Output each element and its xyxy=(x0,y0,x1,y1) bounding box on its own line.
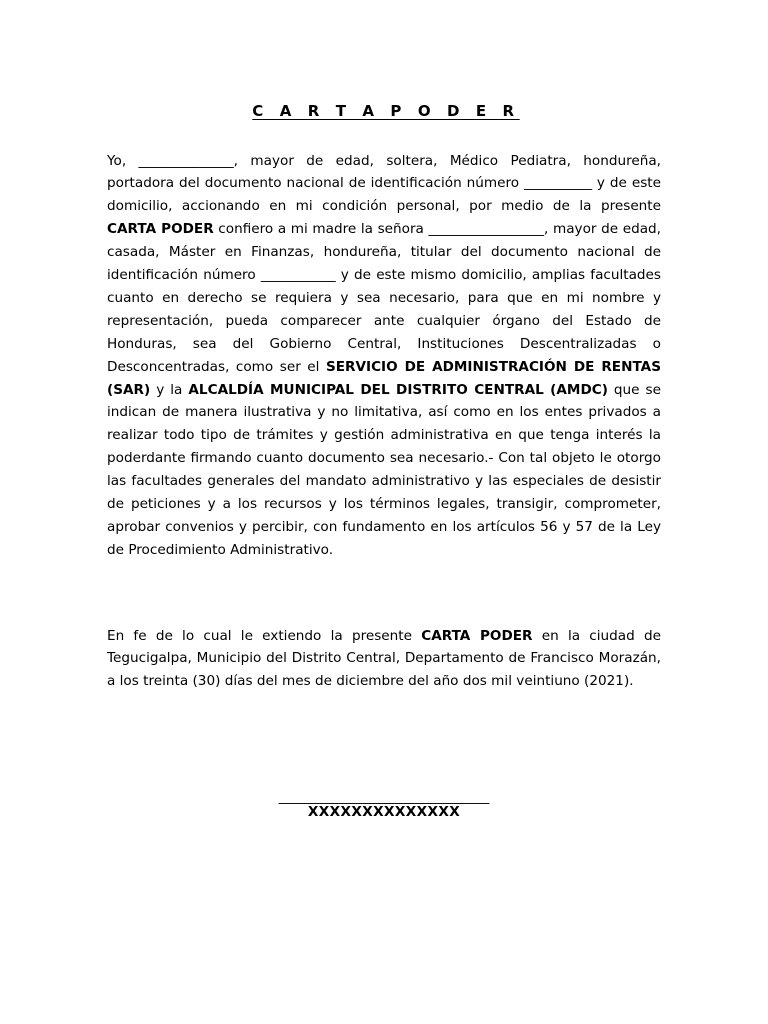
paragraph-1-text-4: que se indican de manera ilustrativa y no limitativa, así como en los entes privados a realizar todo tipo de trámites y gestión administrativa en que tenga interés la poderdante firmando cuanto documento sea necesario.- Con tal objeto le otorgo las facultades generales del mandato administrativo y las especiales de desistir de peticiones y a los recursos y los términos legales, transigir, comprometer, aprobar convenios y percibir, con fundamento en los artículos 56 y 57 de la Ley de Procedimiento Administrativo. xyxy=(107,381,661,558)
body-paragraph-1 xyxy=(107,150,661,562)
paragraph-1-text-2: confiero a mi madre la señora _________________, mayor de edad, casada, Máster en Finanzas, hondureña, titular del documento nacional de identificación número ___________ y de este mismo domicilio, amplias facultades cuanto en derecho se requiera y sea necesario, para que en mi nombre y representación, pueda comparecer ante cualquier órgano del Estado de Honduras, sea del Gobierno Central, Instituciones Descentralizadas o Desconcentradas, como ser el xyxy=(107,221,661,375)
document-title: C A R T A P O D E R xyxy=(252,102,520,120)
paragraph-2-bold-carta-poder: CARTA PODER xyxy=(421,627,533,644)
paragraph-1-bold-carta-poder: CARTA PODER xyxy=(107,221,214,238)
paragraph-2-text-2: en la ciudad de Tegucigalpa, Municipio del Distrito Central, Departamento de Francisco Morazán, a los treinta (30) días del mes de diciembre del año dos mil veintiuno (2021). xyxy=(107,627,661,690)
body-paragraph-2 xyxy=(107,625,661,694)
paragraph-1-text-1: Yo, ______________, mayor de edad, soltera, Médico Pediatra, hondureña, portadora del documento nacional de identificación número __________ y de este domicilio, accionando en mi condición personal, por medio de la presente xyxy=(107,152,661,215)
paragraph-1-bold-amdc: ALCALDÍA MUNICIPAL DEL DISTRITO CENTRAL (AMDC) xyxy=(188,381,608,398)
paragraph-1-bold-sar: SERVICIO DE ADMINISTRACIÓN DE RENTAS (SAR) xyxy=(107,358,661,398)
signature-name: XXXXXXXXXXXXXX xyxy=(307,804,461,820)
signature-line: _______________________________ xyxy=(278,789,490,805)
paragraph-1-text-3: y la xyxy=(150,381,189,398)
paragraph-2-text-1: En fe de lo cual le extiendo la presente xyxy=(107,627,422,644)
